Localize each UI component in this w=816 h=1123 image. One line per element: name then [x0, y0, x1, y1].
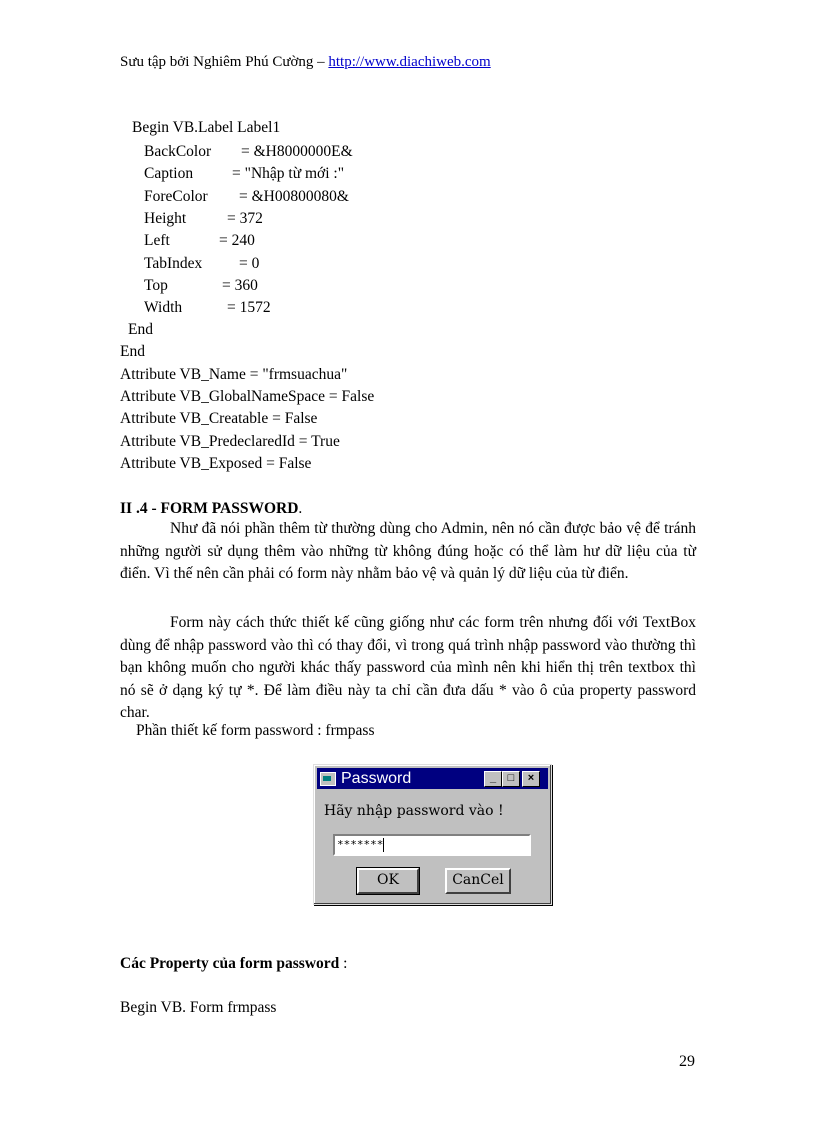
attribute-line: Attribute VB_GlobalNameSpace = False: [120, 388, 375, 405]
code-end-outer: End: [120, 343, 145, 360]
code-prop-line: [144, 299, 271, 317]
property-heading-suffix: :: [339, 955, 348, 972]
page-number: 29: [679, 1053, 695, 1070]
code-prop-value: = 360: [222, 276, 258, 294]
cancel-button[interactable]: CanCel: [445, 868, 511, 894]
code-prop-line: [144, 187, 349, 206]
code-prop-value: = &H00800080&: [239, 187, 349, 205]
password-input[interactable]: [333, 834, 531, 856]
code-prop-name: BackColor: [144, 143, 212, 160]
code-prop-line: [144, 276, 258, 295]
section-heading: [120, 500, 302, 518]
attribute-line: Attribute VB_Creatable = False: [120, 410, 318, 427]
code-prop-value: = 372: [227, 209, 263, 227]
ok-button[interactable]: OK: [357, 868, 419, 894]
code-prop-line: [144, 143, 353, 161]
paragraph-frmpass: Phần thiết kế form password : frmpass: [136, 722, 375, 739]
page-header: [120, 54, 491, 71]
attribute-line: Attribute VB_Exposed = False: [120, 455, 312, 472]
code-prop-name: Top: [144, 276, 168, 294]
attribute-line: Attribute VB_PredeclaredId = True: [120, 433, 340, 450]
property-heading: [120, 955, 347, 973]
code-prop-line: [144, 254, 260, 273]
attribute-line: Attribute VB_Name = "frmsuachua": [120, 366, 348, 383]
section-heading-text: II .4 - FORM PASSWORD: [120, 500, 299, 517]
minimize-button[interactable]: _: [484, 771, 502, 787]
code-prop-line: [144, 232, 255, 250]
password-prompt-label: Hãy nhập password vào !: [324, 803, 504, 819]
password-value: *******: [337, 838, 384, 851]
code-prop-line: [144, 165, 345, 183]
code-prop-line: [144, 209, 263, 228]
paragraph-design: Form này cách thức thiết kế cũng giống như các form trên nhưng đối với TextBox dùng để nhập password vào thì có thay đổi, vì trong quá trình nhập password vào thường thì bạn không muốn cho người khác thấy password của mình nên khi hiển thị trên textbox thì nó sẽ ở dạng ký tự *. Để làm điều này ta chỉ cần đưa dấu * vào ô của property password char.: [120, 614, 696, 721]
code-prop-name: Height: [144, 209, 187, 227]
header-text: Sưu tập bởi Nghiêm Phú Cường –: [120, 54, 329, 70]
section-heading-suffix: .: [298, 500, 303, 517]
property-heading-text: Các Property của form password: [120, 955, 340, 972]
paragraph-intro: Như đã nói phần thêm từ thường dùng cho Admin, nên nó cần được bảo vệ để tránh những người sử dụng thêm vào những từ không đúng hoặc có thể làm hư dữ liệu của từ điển. Vì thế nên cần phải có form này nhằm bảo vệ và quản lý dữ liệu của từ điển.: [120, 520, 696, 582]
dialog-title: Password: [341, 770, 412, 787]
code-prop-name: Left: [144, 232, 170, 250]
close-button[interactable]: ×: [522, 771, 540, 787]
code-prop-value: = "Nhập từ mới :": [232, 165, 345, 183]
text-caret: [383, 838, 384, 852]
code-prop-value: = 1572: [227, 299, 271, 317]
code-prop-name: Width: [144, 299, 183, 317]
code-begin-label: Begin VB.Label Label1: [132, 119, 281, 136]
app-icon: [320, 772, 336, 786]
code-prop-value: = 240: [219, 232, 255, 250]
header-link[interactable]: http://www.diachiweb.com: [328, 54, 491, 70]
maximize-button[interactable]: □: [502, 771, 520, 787]
code-prop-name: Caption: [144, 165, 194, 183]
dialog-title-bar[interactable]: [317, 768, 548, 789]
code-end-inner: End: [128, 321, 153, 338]
code-prop-name: ForeColor: [144, 187, 208, 205]
begin-form-line: Begin VB. Form frmpass: [120, 999, 277, 1016]
code-prop-name: TabIndex: [144, 254, 203, 272]
code-prop-value: = 0: [239, 254, 260, 272]
password-dialog: [313, 764, 552, 905]
code-prop-value: = &H8000000E&: [241, 143, 353, 160]
